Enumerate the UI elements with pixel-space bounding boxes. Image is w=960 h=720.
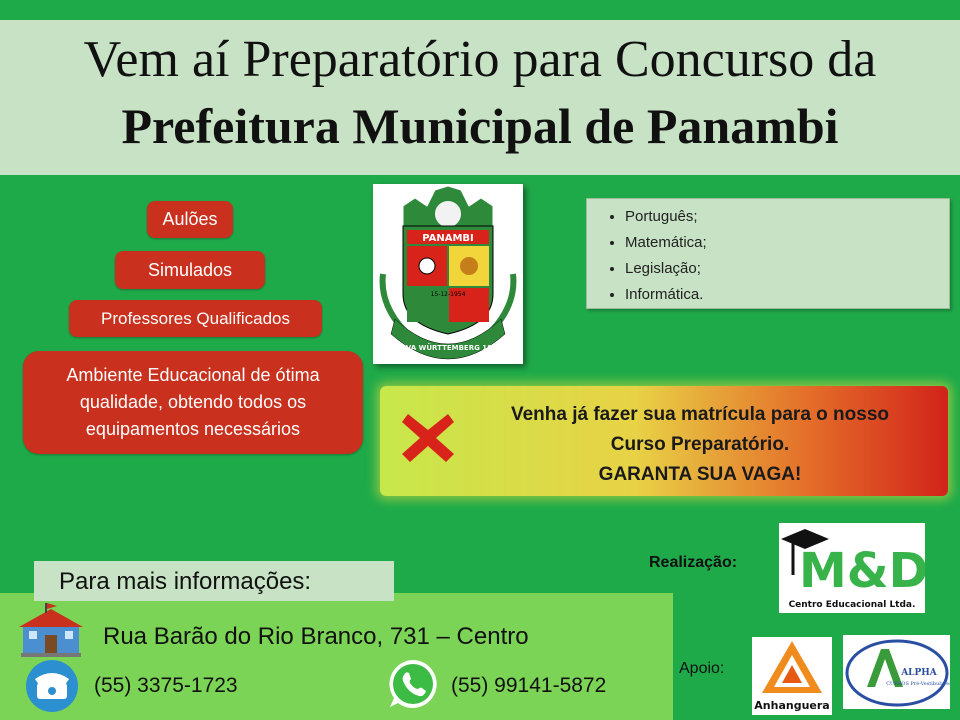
cta-line-1: Venha já fazer sua matrícula para o nosso — [510, 404, 890, 425]
whatsapp-number: (55) 99141-5872 — [451, 674, 607, 697]
title-line-1: Vem aí Preparatório para Concurso da — [83, 31, 877, 88]
crest-date-text: 15-12-1954 — [430, 291, 466, 298]
feature-simulados: Simulados — [115, 251, 265, 289]
title-banner — [0, 20, 960, 175]
alpha-logo-text: ALPHA — [901, 668, 937, 678]
anhanguera-logo-text: Anhanguera — [754, 699, 830, 712]
feature-professores: Professores Qualificados — [69, 300, 322, 337]
address-text: Rua Barão do Rio Branco, 731 – Centro — [103, 623, 529, 650]
md-logo-caption: Centro Educacional Ltda. — [788, 600, 916, 610]
phone-icon — [25, 659, 79, 713]
more-info-heading: Para mais informações: — [34, 561, 394, 601]
list-item: • Português; — [625, 204, 949, 230]
subjects-list — [586, 198, 950, 309]
feature-auloes: Aulões — [147, 201, 233, 238]
feature-ambiente: Ambiente Educacional de ótima qualidade, obtendo todos os equipamentos necessários — [23, 351, 363, 454]
md-logo-mark: M&D — [799, 543, 925, 599]
md-logo — [779, 523, 925, 613]
whatsapp-icon — [386, 657, 440, 711]
contact-panel — [0, 593, 673, 720]
city-crest-logo — [373, 184, 523, 364]
list-item: • Informática. — [625, 282, 949, 308]
realizacao-label: Realização: — [649, 554, 738, 571]
apoio-label: Apoio: — [679, 660, 725, 677]
enrollment-callout — [380, 386, 948, 496]
x-mark-icon — [400, 410, 456, 466]
crest-ribbon-text: NOVA WÜRTTEMBERG 1899 — [394, 344, 502, 352]
phone-number: (55) 3375-1723 — [94, 674, 238, 697]
list-item: • Matemática; — [625, 230, 949, 256]
alpha-logo — [843, 635, 950, 709]
list-item: • Legislação; — [625, 256, 949, 282]
school-building-icon — [17, 603, 85, 659]
title-line-2: Prefeitura Municipal de Panambi — [121, 98, 839, 154]
crest-banner-text: PANAMBI — [422, 233, 474, 244]
alpha-logo-caption: CURSOS Pré-Vestibulares — [886, 681, 950, 687]
cta-line-3: GARANTA SUA VAGA! — [598, 464, 802, 485]
anhanguera-logo — [752, 637, 832, 715]
cta-line-2: Curso Preparatório. — [610, 434, 790, 455]
